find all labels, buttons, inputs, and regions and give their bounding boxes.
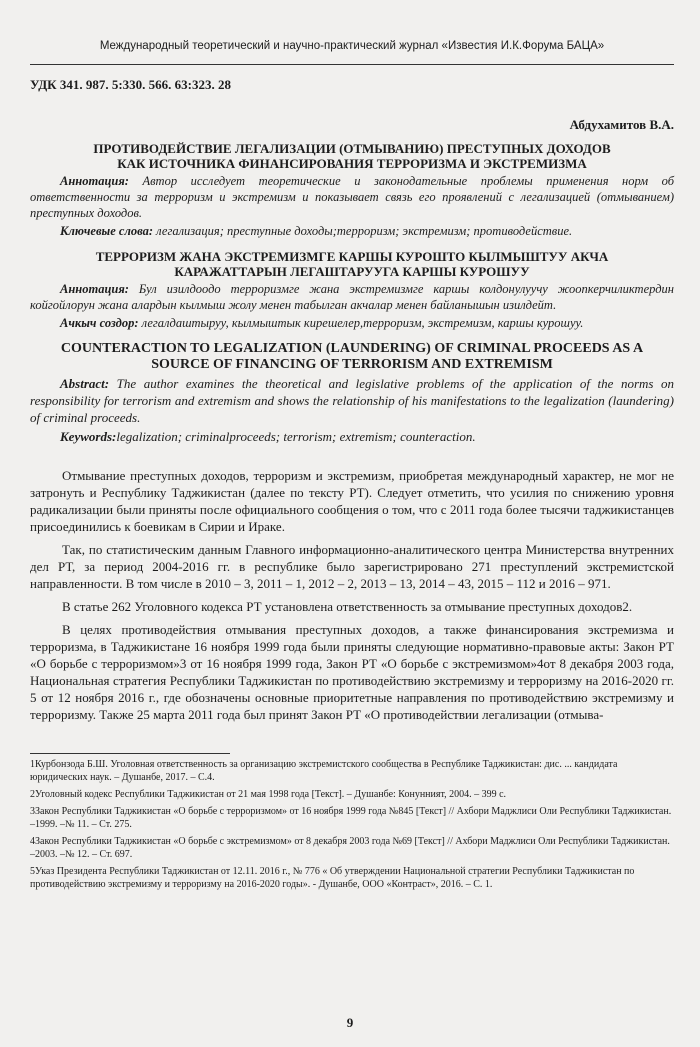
en-title	[30, 341, 674, 373]
footnote-rule	[30, 753, 230, 754]
paragraph: Так, по статистическим данным Главного информационно-аналитического центра Министерства внутренних дел РТ, за период 2004-2016 гг. в республике было зарегистрировано 271 преступлений экстремистской направленности. В том числе в 2010 – 3, 2011 – 1, 2012 – 2, 2013 – 13, 2014 – 43, 2015 – 112 и 2016 – 971.	[30, 542, 674, 591]
ru-keywords-label: Ключевые слова:	[60, 224, 154, 238]
page-number: 9	[346, 1015, 354, 1030]
en-title-line2: SOURCE OF FINANCING OF TERRORISM AND EXTREMISM	[151, 357, 553, 372]
ky-keywords-text: легалдаштыруу, кылмыштык кирешелер,терроризм, экстремизм, каршы курошуу.	[138, 316, 584, 330]
ru-title-line2: КАК ИСТОЧНИКА ФИНАНСИРОВАНИЯ ТЕРРОРИЗМА И ЭКСТРЕМИЗМА	[117, 156, 587, 171]
ru-keywords-text: легализация; преступные доходы;терроризм; экстремизм; противодействие.	[153, 224, 573, 238]
ru-title-line1: ПРОТИВОДЕЙСТВИЕ ЛЕГАЛИЗАЦИИ (ОТМЫВАНИЮ) ПРЕСТУПНЫХ ДОХОДОВ	[93, 141, 611, 156]
ru-abstract	[30, 173, 674, 221]
en-keywords-label: Keywords:	[60, 429, 117, 444]
journal-header: Международный теоретический и научно-практический журнал «Известия И.К.Форума БАЦА»	[99, 40, 605, 52]
ru-abstract-text: Автор исследует теоретические и законодательные проблемы применения норм об ответственности за терроризм и экстремизм и показывает связь его проявлений с легализацией (отмыванием) преступных доходов.	[30, 174, 674, 220]
footnote: 4Закон Республики Таджикистан «О борьбе с экстремизмом» от 8 декабря 2003 года №69 [Текст] // Ахбори Маджлиси Оли Республики Таджикистан. –2003. –№ 12. – Ст. 697.	[30, 836, 670, 860]
footnote: 5Указ Президента Республики Таджикистан от 12.11. 2016 г., № 776 « Об утверждении Национальной стратегии Республики Таджикистан по противодействию экстремизму и терроризму на 2016-2020 годы». - Душанбе, ООО «Контраст», 2016. – С. 1.	[30, 866, 635, 890]
ky-title-line2: КАРАЖАТТАРЫН ЛЕГАШТАРУУГА КАРШЫ КУРОШУУ	[174, 264, 530, 279]
footnotes	[30, 758, 674, 891]
paragraph: В целях противодействия отмывания преступных доходов, а также финансирования экстремизма и терроризма, в Таджикистане 16 ноября 1999 года были приняты следующие нормативно-правовые акты: Закон РТ «О борьбе с терроризмом»3 от 16 ноября 1999 года, Закон РТ «О борьбе с экстремизмом»4от 8 декабря 2003 года, Национальная стратегия Республики Таджикистан по противодействию экстремизму и терроризму на 2016-2020 гг. 5 от 12 ноября 2016 г., где обозначены основные приоритетные направления по противодействию экстремизму и терроризму. Также 25 марта 2011 года был принят Закон РТ «О противодействии легализации (отмыва-	[30, 622, 674, 722]
en-keywords-text: legalization; criminalproceeds; terrorism; extremism; counteraction.	[116, 429, 476, 444]
paragraph: Отмывание преступных доходов, терроризм и экстремизм, приобретая международный характер, не мог не затронуть и Республику Таджикистан (далее по тексту РТ). Следует отметить, что усилия по снижению уровня радикализации были приняты после официального сообщения о том, что с 2011 года более тысячи таджикистанцев присоединились к боевикам в Сирии и Ираке.	[30, 468, 674, 534]
footnote: 1Курбонзода Б.Ш. Уголовная ответственность за организацию экстремистского сообщества в Республике Таджикистан: дис. ... кандидата юридических наук. – Душанбе, 2017. – С.4.	[30, 759, 618, 783]
en-abstract-label: Abstract:	[60, 376, 110, 391]
footnote: 3Закон Республики Таджикистан «О борьбе с терроризмом» от 16 ноября 1999 года №845 [Текст] // Ахбори Маджлиси Оли Республики Таджикистан. –1999. –№ 11. – Ст. 275.	[30, 806, 672, 830]
header-rule	[30, 64, 674, 65]
ru-abstract-label: Аннотация:	[60, 174, 129, 188]
body-text	[30, 467, 674, 723]
ky-keywords-label: Ачкыч создор:	[60, 316, 139, 330]
en-keywords	[30, 428, 674, 445]
en-abstract	[30, 375, 674, 426]
ky-title-line1: ТЕРРОРИЗМ ЖАНА ЭКСТРЕМИЗМГЕ КАРШЫ КУРОШТО КЫЛМЫШТУУ АКЧА	[95, 249, 609, 264]
ky-title	[30, 249, 674, 279]
en-abstract-text: The author examines the theoretical and legislative problems of the application of the norms on responsibility for terrorism and extremism and shows the relationship of his manifestations to the legalization (laundering) of criminal proceeds.	[30, 376, 674, 425]
ky-abstract-label: Аннотация:	[60, 282, 129, 296]
footnote: 2Уголовный кодекс Республики Таджикистан от 21 мая 1998 года [Текст]. – Душанбе: Конунният, 2004. – 399 с.	[30, 789, 507, 800]
paragraph: В статье 262 Уголовного кодекса РТ установлена ответственность за отмывание преступных доходов2.	[62, 599, 633, 614]
ru-keywords	[30, 223, 674, 239]
udk: УДК 341. 987. 5:330. 566. 63:323. 28	[30, 77, 232, 92]
ru-title	[30, 141, 674, 171]
ky-keywords	[30, 315, 674, 331]
ky-abstract	[30, 281, 674, 313]
en-title-line1: COUNTERACTION TO LEGALIZATION (LAUNDERING) OF CRIMINAL PROCEEDS AS A	[60, 341, 644, 356]
author: Абдухамитов В.А.	[569, 117, 674, 132]
ky-abstract-text: Бул изилдоодо терроризмге жана экстремизмге каршы колдонулуучу жоопкерчиликтердин койгойлорун жана алардын кылмыш жолу менен табылган акчалар менен байланышын изилдейт.	[30, 282, 674, 312]
